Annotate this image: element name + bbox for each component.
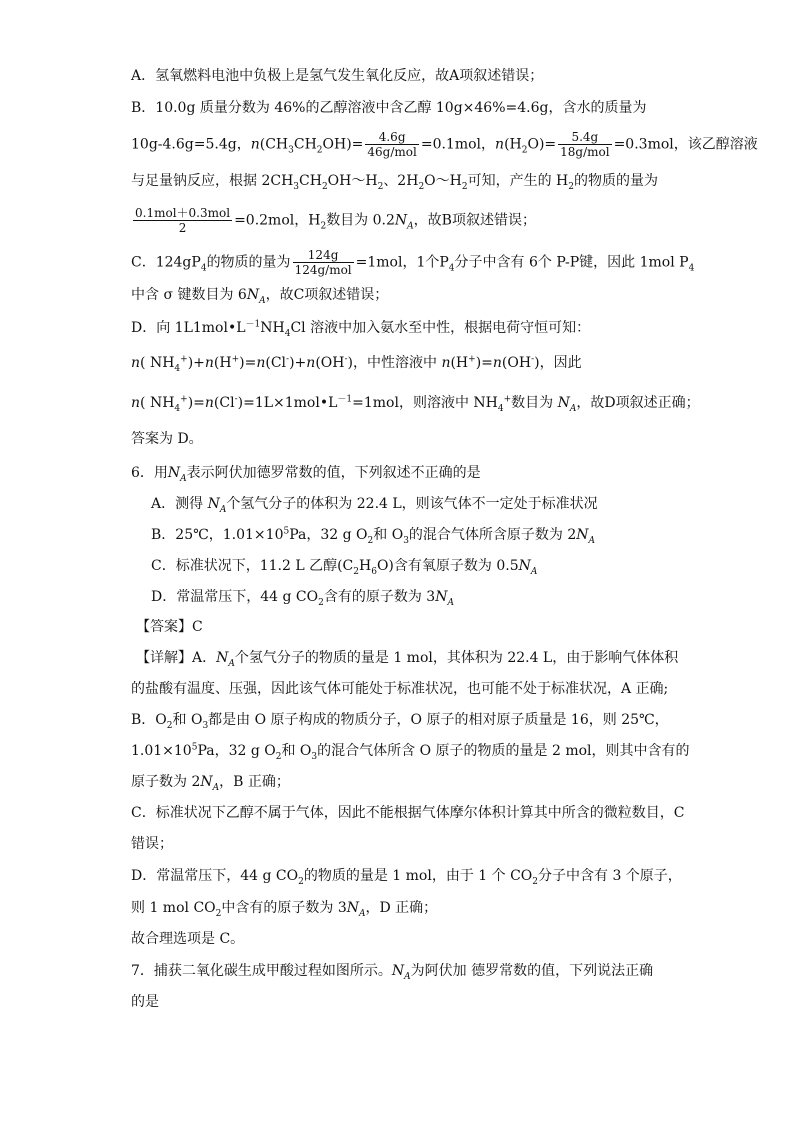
line-b-reaction: 与足量钠反应，根据 $2CH_3CH_2OH\sim H_2$、$2H_2O\sim H_2$可知，产生的 $H_2$的物质的量为 <box>131 173 658 192</box>
line-c-conclusion: 中含 σ 键数目为 $6N_A$，故C项叙述错误； <box>131 287 389 306</box>
fraction-h2: $\frac{\text{0.1mol＋0.3mol}}{2}$ <box>135 206 231 235</box>
line-d-conclusion: n( $NH_4^+)=n(Cl^-)=1L\times 1mol•L^{-1}=1mol$，则溶液中 $NH_4^+$数目为 $N_A$，故D项叙述正确； <box>131 394 700 414</box>
line-d-charge-balance: n( $NH_4^+)+n(H^+)=n(Cl^-)+n(OH^-)$，中性溶液中 n(H+)=n(OH-)，因此 <box>131 354 582 374</box>
line-a-conclusion: A．氢氧燃料电池中负极上是氢气发生氧化反应，故A项叙述错误； <box>131 68 544 84</box>
question-6-option-c: C．标准状况下，11.2 L 乙醇$(C_2H_6O)$含有氧原子数为 $0.5N_A$ <box>151 558 538 577</box>
question-7-stem-2: 的是 <box>131 994 159 1010</box>
detail-6-a-2: 的盐酸有温度、压强，因此该气体可能处于标准状况，也可能不处于标准状况，A 正确; <box>131 681 669 697</box>
detail-6-b-1: B．$O_2$和 $O_3$都是由 O 原子构成的物质分子，O 原子的相对原子质量是 16，则 25℃， <box>131 712 669 731</box>
detail-6-b-3: 原子数为 $2N_A$，B 正确； <box>131 774 290 793</box>
fraction-p4: $\frac{124g}{\text{124g/mol}}$ <box>294 248 352 277</box>
question-6-option-a: A．测得 $N_A$个氢气分子的体积为 22.4 L，则该气体不一定处于标准状况 <box>151 496 598 515</box>
question-7-stem-1: 7．捕获二氧化碳生成甲酸过程如图所示。$N_A$为阿伏加 德罗常数的值，下列说法正确 <box>131 963 654 982</box>
line-b-result: $\frac{\text{0.1mol＋0.3mol}}{2}$ =0.2mol，$H_2$数目为 $0.2N_A$，故B项叙述错误； <box>135 206 536 235</box>
detail-6-b-2: $1.01\times 10^5Pa$，32 g $O_2$和 $O_3$的混合气体所含 O 原子的物质的量是 2 mol，则其中含有的 <box>131 742 690 762</box>
question-6-stem: 6．用$N_A$表示阿伏加德罗常数的值，下列叙述不正确的是 <box>131 465 481 484</box>
answer-6: 【答案】C <box>136 619 203 635</box>
fraction-water: $\frac{5.4g}{\text{18g/mol}}$ <box>560 130 610 159</box>
answer-5: 答案为 D。 <box>131 431 203 447</box>
detail-6-d-1: D．常温常压下，44 g $CO_2$的物质的量是 1 mol，由于 1 个 $CO_2$分子中含有 3 个原子， <box>131 868 682 887</box>
line-b-calc: 10g-4.6g=5.4g，$n(CH_3CH_2OH)=$ $\frac{4.6g}{\text{46g/mol}}$ =0.1mol，$n(H_2O)=$ $\frac{5.4g}{\text{18g/mol}}$ =0.3mol，该乙醇溶液 <box>131 130 758 159</box>
line-b-intro: B．10.0g 质量分数为 46%的乙醇溶液中含乙醇 10g×46%=4.6g，含水的质量为 <box>131 100 647 116</box>
question-6-option-b: B．25℃，$1.01\times 10^5Pa$，32 g $O_2$和 $O_3$的混合气体所含原子数为 $2N_A$ <box>151 526 596 546</box>
detail-6-c-2: 错误； <box>131 836 173 852</box>
detail-6-conclusion: 故合理选项是 C。 <box>131 931 245 947</box>
detail-6-c-1: C．标准状况下乙醇不属于气体，因此不能根据气体摩尔体积计算其中所含的微粒数目，C <box>131 805 685 821</box>
line-c-calc: C．$124gP_4$的物质的量为 $\frac{124g}{\text{124g/mol}}$ =1mol，1个$P_4$分子中含有 6个 P-P键，因此 1mol $P_4$ <box>131 248 695 277</box>
detail-6-a-1: 【详解】A．$N_A$个氢气分子的物质的量是 1 mol，其体积为 22.4 L，由于影响气体体积 <box>136 650 679 669</box>
fraction-ethanol: $\frac{4.6g}{\text{46g/mol}}$ <box>367 130 417 159</box>
line-d-intro: D．向 $1L1mol•L^{-1}NH_4Cl$ 溶液中加入氨水至中性，根据电荷守恒可知： <box>131 319 591 339</box>
detail-6-d-2: 则 1 mol $CO_2$中含有的原子数为 $3N_A$，D 正确； <box>131 900 438 919</box>
question-6-option-d: D．常温常压下，44 g $CO_2$含有的原子数为 $3N_A$ <box>151 589 454 608</box>
